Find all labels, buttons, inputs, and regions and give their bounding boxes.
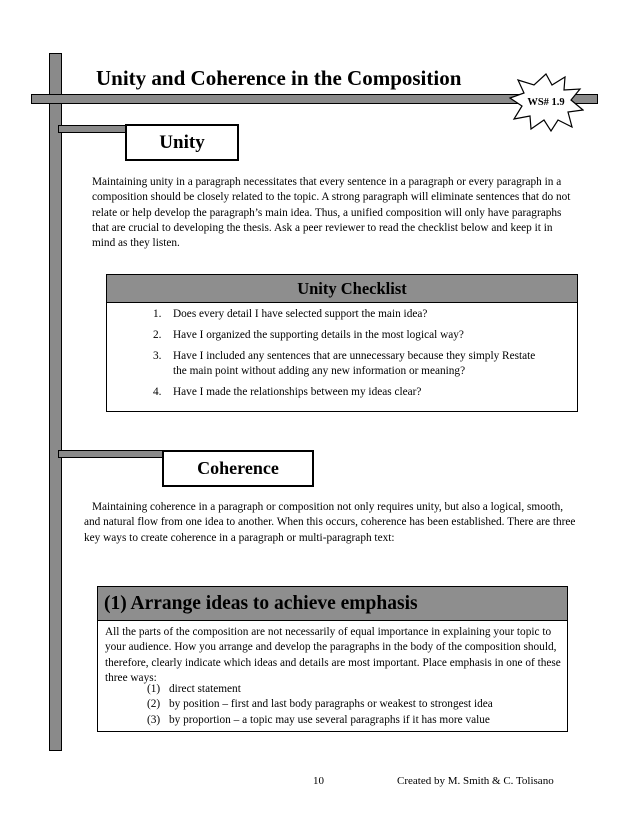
coherence-paragraph: Maintaining coherence in a paragraph or composition not only requires unity, but also a logical, smooth, and natural flow from one idea to another. When this occurs, coherence has been established. There are three key ways to create coherence in a paragraph or multi-paragraph text: bbox=[84, 501, 576, 544]
unity-heading bbox=[125, 124, 239, 161]
unity-checklist bbox=[153, 307, 549, 406]
page-number: 10 bbox=[313, 775, 324, 787]
unity-connector-bar bbox=[58, 125, 128, 133]
emphasis-panel bbox=[97, 586, 568, 732]
unity-heading-label: Unity bbox=[159, 132, 205, 153]
coherence-heading bbox=[162, 450, 314, 487]
unity-checklist-title: Unity Checklist bbox=[107, 275, 577, 303]
emphasis-title: (1) Arrange ideas to achieve emphasis bbox=[98, 587, 567, 621]
checklist-item: 1. Does every detail I have selected support the main idea? bbox=[153, 308, 428, 320]
worksheet-number: WS# 1.9 bbox=[527, 97, 565, 108]
footer-credit: Created by M. Smith & C. Tolisano bbox=[397, 775, 554, 787]
emphasis-ways bbox=[105, 682, 587, 728]
checklist-item: 2. Have I organized the supporting details in the most logical way? bbox=[153, 329, 464, 341]
unity-checklist-panel bbox=[106, 274, 578, 412]
emphasis-way: (1) direct statement bbox=[147, 683, 241, 695]
coherence-heading-label: Coherence bbox=[197, 458, 279, 478]
page-title: Unity and Coherence in the Composition bbox=[96, 66, 462, 90]
coherence-connector-bar bbox=[58, 450, 164, 458]
checklist-item: 3. Have I included any sentences that are unnecessary because they simply Restate the main point without adding any new information or meaning? bbox=[153, 350, 536, 377]
emphasis-way: (3) by proportion – a topic may use several paragraphs if it has more value bbox=[147, 713, 490, 726]
vertical-frame-bar bbox=[49, 53, 62, 751]
emphasis-way: (2) by position – first and last body paragraphs or weakest to strongest idea bbox=[147, 698, 493, 711]
checklist-item: 4. Have I made the relationships between my ideas clear? bbox=[153, 386, 422, 398]
emphasis-text: All the parts of the composition are not necessarily of equal importance in explaining your topic to your audience. How you arrange and develop the paragraphs in the body of the composition should, therefore, clearly indicate which ideas and details are most important. Place emphasis in one of these three ways: bbox=[105, 626, 561, 684]
unity-paragraph: Maintaining unity in a paragraph necessitates that every sentence in a paragraph or every paragraph in a composition should be closely related to the topic. A strong paragraph will eliminate sentences that do not relate or help develop the paragraph’s main idea. Thus, a unified composition will only have paragraphs that are crucial to developing the thesis. Ask a peer reviewer to read the checklist below and keep it in mind as they listen. bbox=[92, 176, 571, 250]
